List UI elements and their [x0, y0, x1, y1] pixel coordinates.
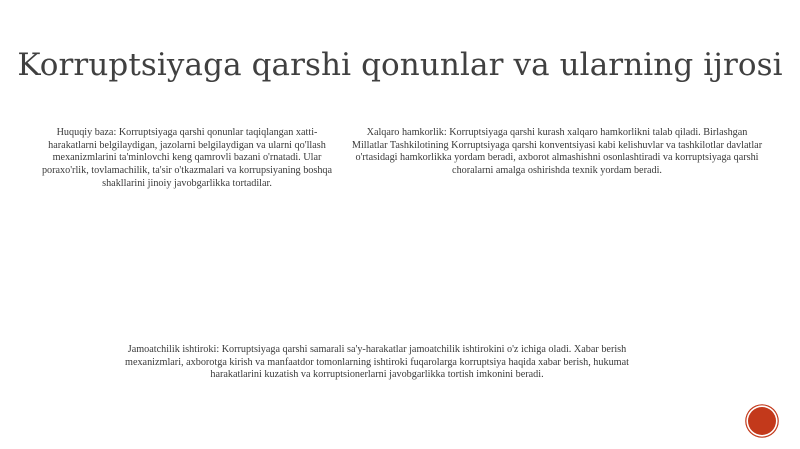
- text-block-international-cooperation: Xalqaro hamkorlik: Korruptsiyaga qarshi kurash xalqaro hamkorlikni talab qiladi. Birlashgan Millatlar Tashkilotining Korruptsiyaga qarshi konventsiyasi kabi kelishuvlar va tashkilotlar davlatlar o'rtasidagi hamkorlikka yordam beradi, axborot almashishni osonlashtiradi va korruptsiyaga qarshi choralarni amalga oshirishda texnik yordam beradi.: [351, 127, 763, 176]
- slide-title: Korruptsiyaga qarshi qonunlar va ularning ijrosi: [17, 46, 783, 83]
- circle-button-icon[interactable]: [748, 407, 776, 435]
- text-block-public-participation: Jamoatchilik ishtiroki: Korruptsiyaga qarshi samarali sa'y-harakatlar jamoatchilik ishtirokini o'z ichiga oladi. Xabar berish mexanizmlari, axborotga kirish va manfaatdor tomonlarning ishtiroki fuqarolarga korruptsiya haqida xabar berish, hukumat harakatlarini kuzatish va korruptsionerlarni javobgarlikka tortish imkonini beradi.: [125, 344, 629, 381]
- text-block-legal-base: Huquqiy baza: Korruptsiyaga qarshi qonunlar taqiqlangan xatti-harakatlarni belgilaydigan, jazolarni belgilaydigan va ularni qo'llash mexanizmlarini ta'minlovchi keng qamrovli bazani o'rnatadi. Ular poraxo'rlik, tovlamachilik, ta'sir o'tkazmalari va korrupsiyaning boshqa shakllarini jinoiy javobgarlikka tortadilar.: [41, 127, 333, 189]
